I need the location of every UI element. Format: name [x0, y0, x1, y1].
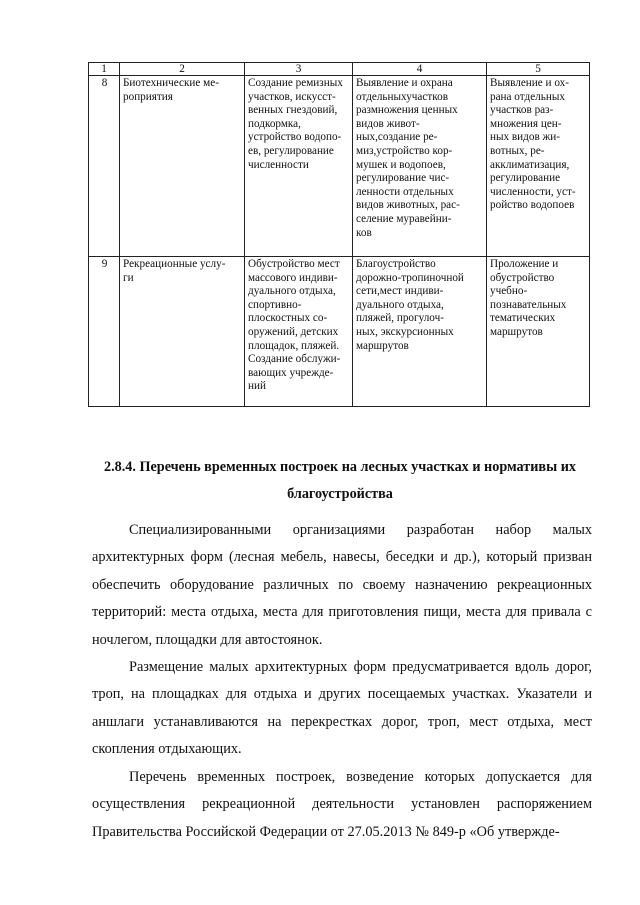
table-header-row [89, 63, 590, 76]
table-cell: Выявление и охрана отдельныхучастков размножения ценных видов живот- ных,создание ре- миз,устройство кор- мушек и водопоев, регулирование чис- ленности отдельных видов животных, рас- селение муравейни- ков [353, 76, 487, 257]
activity-name-cell: Биотехнические ме- роприятия [120, 76, 245, 257]
header-cell: 1 [89, 63, 120, 76]
header-cell: 4 [353, 63, 487, 76]
table-cell: Благоустройство дорожно-тропиночной сети,мест индиви- дуального отдыха, пляжей, прогулоч- ных, экскурсионных маршрутов [353, 257, 487, 407]
activities-table [88, 62, 590, 407]
table-cell: Обустройство мест массового индиви- дуального отдыха, спортивно- плоскостных со- оружений, детских площадок, пляжей. Создание обслужи- вающих учрежде- ний [245, 257, 353, 407]
body-paragraph: Размещение малых архитектурных форм предусматривается вдоль дорог, троп, на площадках для отдыха и других посещаемых участках. Указатели и аншлаги устанавливаются на перекрестках дорог, троп, мест отдыха, мест скопления отдыхающих. [92, 659, 592, 758]
row-number-cell: 9 [89, 257, 120, 407]
header-cell: 3 [245, 63, 353, 76]
table-row [89, 257, 590, 407]
row-number-cell: 8 [89, 76, 120, 257]
section-heading: 2.8.4. Перечень временных построек на лесных участках и нормативы их благоустройства [104, 459, 576, 502]
header-cell: 5 [487, 63, 590, 76]
header-cell: 2 [120, 63, 245, 76]
table-cell: Создание ремизных участков, искусст- венных гнездовий, подкормка, устройство водопо- ев, регулирование численности [245, 76, 353, 257]
body-paragraph: Специализированными организациями разработан набор малых архитектурных форм (лесная мебель, навесы, беседки и др.), который призван обеспечить оборудование различных по своему назначению рекреационных территорий: места отдыха, места для приготовления пищи, места для привала с ночлегом, площадки для автостоянок. [92, 522, 592, 648]
table-row [89, 76, 590, 257]
activity-name-cell: Рекреационные услу- ги [120, 257, 245, 407]
table-cell: Выявление и ох- рана отдельных участков раз- множения цен- ных видов жи- вотных, ре- акклиматизация, регулирование численности, уст- ройство водопоев [487, 76, 590, 257]
body-paragraph: Перечень временных построек, возведение которых допускается для осуществления рекреационной деятельности установлен распоряжением Правительства Российской Федерации от 27.05.2013 № 849-р «Об утвержде- [92, 769, 592, 840]
table-cell: Проложение и обустройство учебно- познавательных тематических маршрутов [487, 257, 590, 407]
